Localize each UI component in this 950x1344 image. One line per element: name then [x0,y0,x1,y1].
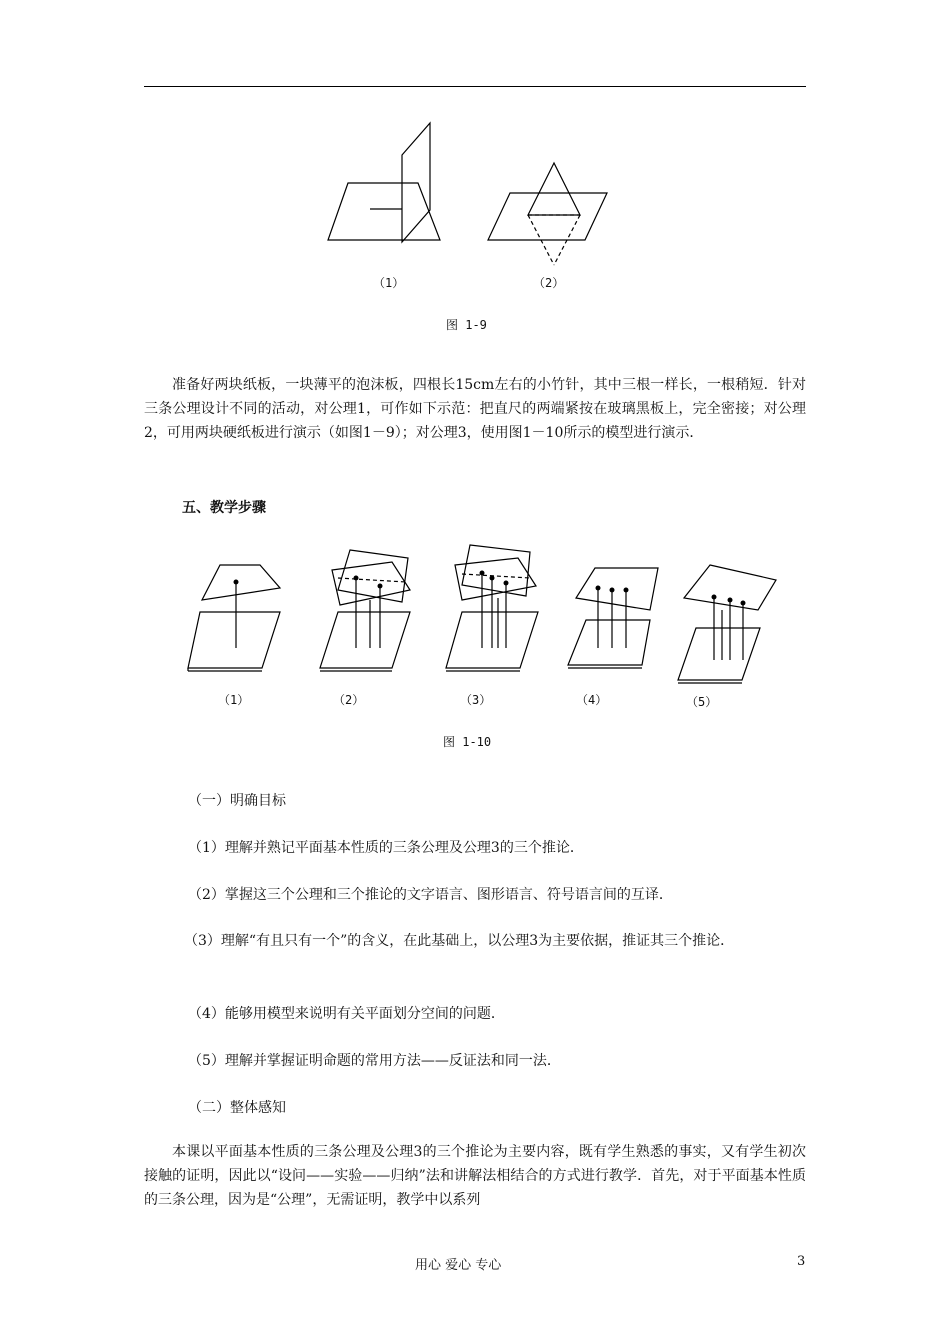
figure-1-10-sublabel-1: （1） [218,693,250,707]
footer-motto: 用心 爱心 专心 [415,1258,502,1273]
figure-1-10-sublabel-4: （4） [576,693,608,707]
goal-item-3: （3）理解“有且只有一个”的含义，在此基础上，以公理3为主要依据，推证其三个推论． [184,933,735,949]
goal-item-1: （1）理解并熟记平面基本性质的三条公理及公理3的三个推论． [188,840,584,856]
section-heading: 五、教学步骤 [182,500,266,516]
closing-paragraph: 本课以平面基本性质的三条公理及公理3的三个推论为主要内容，既有学生熟悉的事实，又有学生初次接触的证明，因此以“设问——实验——归纳”法和讲解法相结合的方式进行教学．首先，对于平面基本性质的三条公理，因为是“公理”，无需证明，教学中以系列 [144,1144,806,1208]
figure-1-9-caption: 图 1-9 [446,318,487,332]
header-rule [144,86,806,87]
figure-1-9-sublabel-1: （1） [373,276,405,290]
figure-1-10-sublabel-2: （2） [333,693,365,707]
intro-paragraph: 准备好两块纸板，一块薄平的泡沫板，四根长15cm左右的小竹针，其中三根一样长，一根稍短．针对三条公理设计不同的活动，对公理1，可作如下示范：把直尺的两端紧按在玻璃黑板上，完全密接；对公理2，可用两块硬纸板进行演示（如图1－9）；对公理3，使用图1－10所示的模型进行演示． [144,377,806,441]
goal-item-2: （2）掌握这三个公理和三个推论的文字语言、图形语言、符号语言间的互译． [188,887,673,903]
horizontal-plane-2 [488,193,607,240]
sub-heading-overview: （二）整体感知 [188,1100,286,1116]
figure-1-10-sublabel-5: （5） [686,695,718,709]
triangle-upper [528,163,580,215]
goal-item-4: （4）能够用模型来说明有关平面划分空间的问题． [188,1006,505,1022]
figure-1-9-sublabel-2: （2） [533,276,565,290]
figure-1-10-caption: 图 1-10 [443,735,492,749]
goal-item-5: （5）理解并掌握证明命题的常用方法——反证法和同一法． [188,1053,561,1069]
figure-1-9-diagram [320,115,620,275]
horizontal-plane-1 [328,183,440,240]
figure-1-10-diagram [180,540,780,685]
sub-heading-goals: （一）明确目标 [188,793,286,809]
figure-1-10-sublabel-3: （3） [460,693,492,707]
page-number: 3 [797,1254,806,1269]
